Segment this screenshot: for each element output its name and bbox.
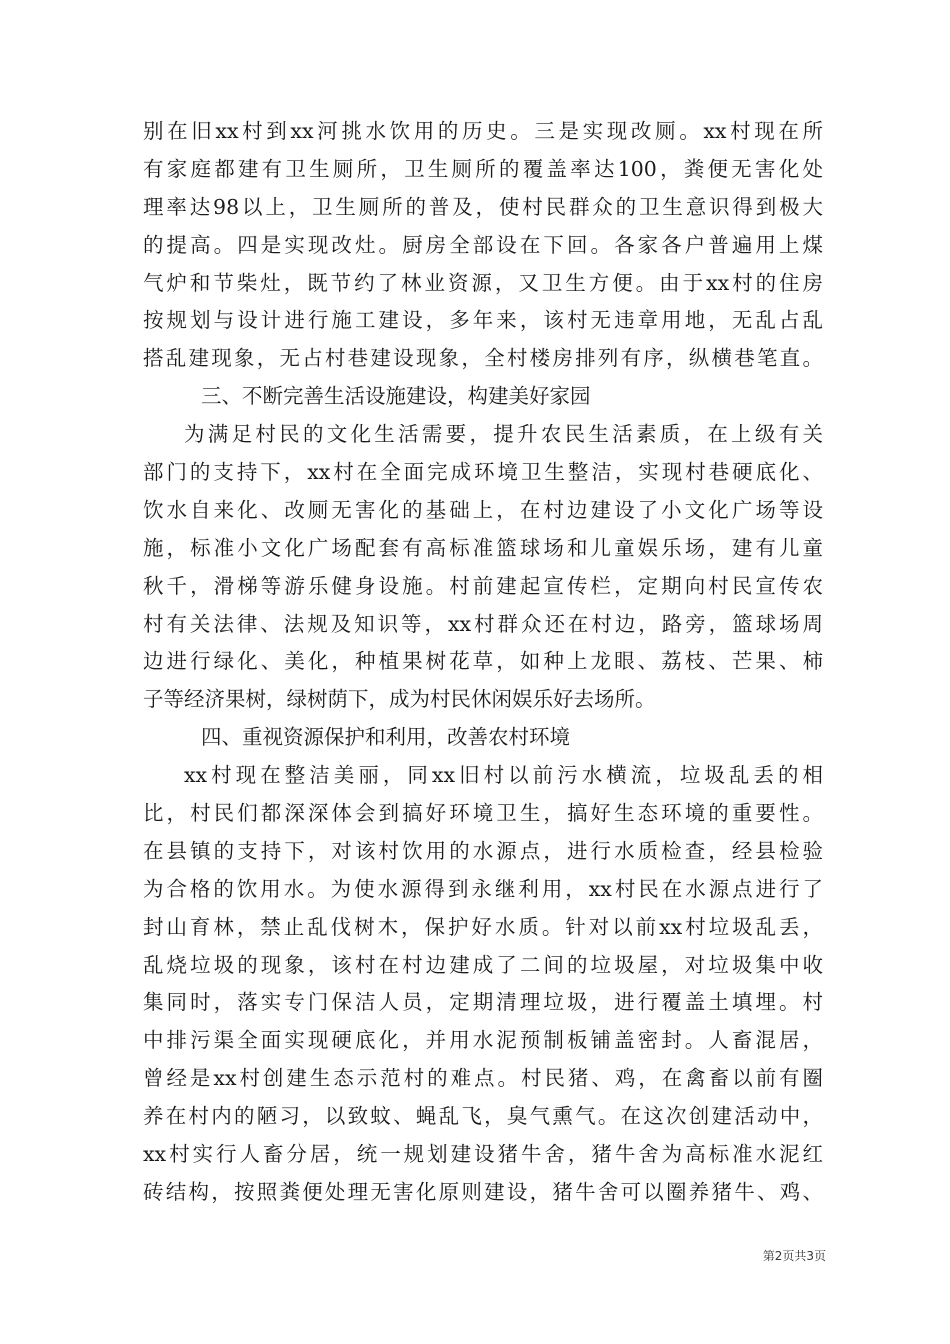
body-line: 边进行绿化、美化，种植果树花草，如种上龙眼、荔枝、芒果、柿 bbox=[143, 649, 823, 674]
body-line: 在县镇的支持下，对该村饮用的水源点，进行水质检查，经县检验 bbox=[143, 838, 823, 863]
body-line: 封山育林，禁止乱伐树木，保护好水质。针对以前xx村垃圾乱丢， bbox=[143, 914, 823, 939]
body-line: 比，村民们都深深体会到搞好环境卫生，搞好生态环境的重要性。 bbox=[143, 801, 823, 826]
body-line: 为满足村民的文化生活需要，提升农民生活素质，在上级有关 bbox=[184, 422, 823, 447]
body-line: 部门的支持下，xx村在全面完成环境卫生整洁，实现村巷硬底化、 bbox=[143, 460, 823, 485]
body-line: 中排污渠全面实现硬底化，并用水泥预制板铺盖密封。人畜混居， bbox=[143, 1028, 823, 1053]
body-line: 有家庭都建有卫生厕所，卫生厕所的覆盖率达100，粪便无害化处 bbox=[143, 156, 823, 181]
body-line: 理率达98以上，卫生厕所的普及，使村民群众的卫生意识得到极大 bbox=[143, 194, 823, 219]
page-number: 第2页共3页 bbox=[762, 1249, 826, 1263]
body-line: 子等经济果树，绿树荫下，成为村民休闲娱乐好去场所。 bbox=[143, 687, 656, 712]
body-line: xx村实行人畜分居，统一规划建设猪牛舍，猪牛舍为高标准水泥红 bbox=[143, 1142, 823, 1167]
body-line: xx村现在整洁美丽，同xx旧村以前污水横流，垃圾乱丢的相 bbox=[184, 763, 823, 788]
body-line: 为合格的饮用水。为使水源得到永继利用，xx村民在水源点进行了 bbox=[143, 876, 823, 901]
section-heading: 三、不断完善生活设施建设，构建美好家园 bbox=[201, 384, 591, 409]
body-line: 的提高。四是实现改灶。厨房全部设在下回。各家各户普遍用上煤 bbox=[143, 232, 823, 257]
body-line: 秋千，滑梯等游乐健身设施。村前建起宣传栏，定期向村民宣传农 bbox=[143, 573, 823, 598]
body-line: 砖结构，按照粪便处理无害化原则建设，猪牛舍可以圈养猪牛、鸡、 bbox=[143, 1179, 823, 1204]
body-line: 搭乱建现象，无占村巷建设现象，全村楼房排列有序，纵横巷笔直。 bbox=[143, 346, 823, 371]
document-body bbox=[143, 113, 823, 1212]
body-line: 养在村内的陋习，以致蚊、蝇乱飞，臭气熏气。在这次创建活动中， bbox=[143, 1104, 823, 1129]
body-line: 集同时，落实专门保洁人员，定期清理垃圾，进行覆盖土填埋。村 bbox=[143, 990, 823, 1015]
body-line: 别在旧xx村到xx河挑水饮用的历史。三是实现改厕。xx村现在所 bbox=[143, 119, 823, 143]
body-line: 施，标准小文化广场配套有高标准篮球场和儿童娱乐场，建有儿童 bbox=[143, 535, 823, 560]
body-line: 曾经是xx村创建生态示范村的难点。村民猪、鸡，在禽畜以前有圈 bbox=[143, 1066, 823, 1091]
body-line: 乱烧垃圾的现象，该村在村边建成了二间的垃圾屋，对垃圾集中收 bbox=[143, 952, 823, 977]
section-heading: 四、重视资源保护和利用，改善农村环境 bbox=[201, 725, 570, 750]
body-line: 饮水自来化、改厕无害化的基础上，在村边建设了小文化广场等设 bbox=[143, 497, 823, 522]
body-line: 村有关法律、法规及知识等，xx村群众还在村边，路旁，篮球场周 bbox=[143, 611, 823, 636]
body-line: 气炉和节柴灶，既节约了林业资源，又卫生方便。由于xx村的住房 bbox=[143, 270, 823, 295]
body-line: 按规划与设计进行施工建设，多年来，该村无违章用地，无乱占乱 bbox=[143, 308, 823, 333]
